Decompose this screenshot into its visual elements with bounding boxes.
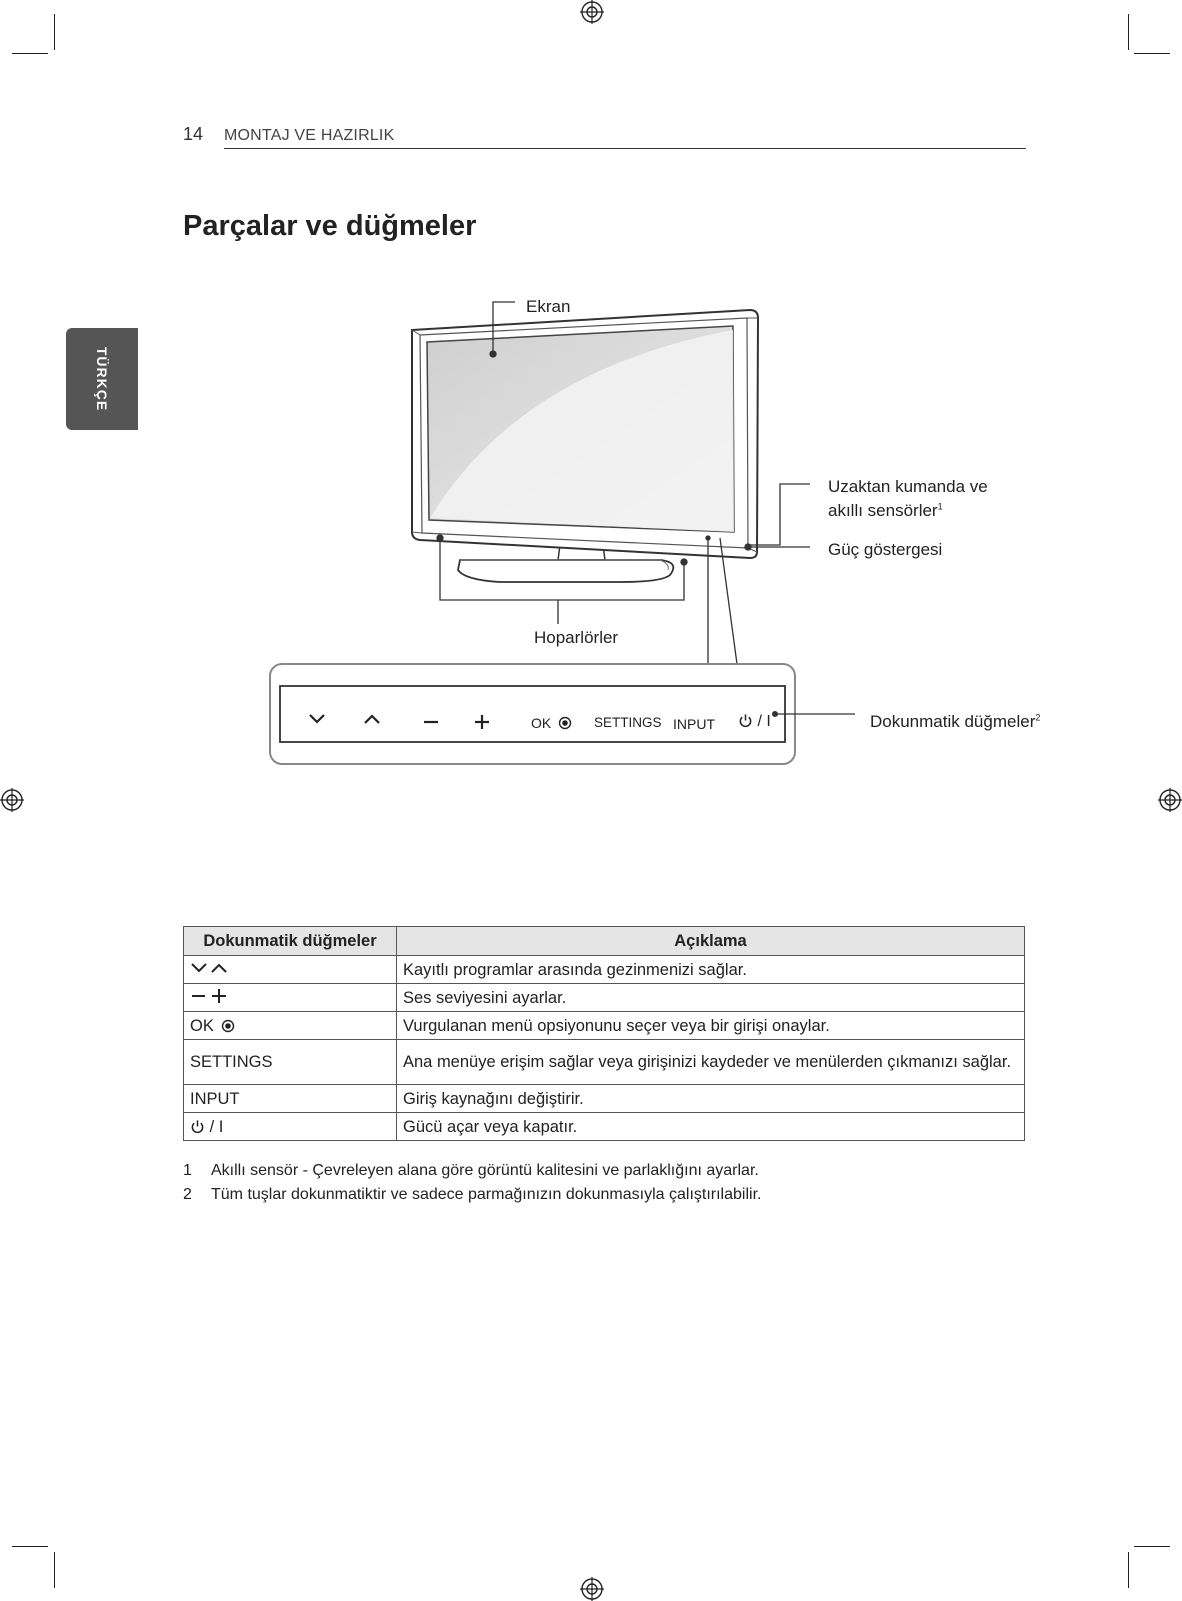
table-cell: SETTINGS [184, 1040, 397, 1085]
table-row [184, 1040, 1025, 1085]
label-remote-sensor-line1: Uzaktan kumanda ve [828, 477, 988, 496]
footnote-ref: 1 [937, 501, 943, 512]
label-remote-sensor-line2 [828, 501, 943, 521]
label-remote-sensor-text: akıllı sensörler [828, 501, 938, 520]
registration-mark-icon [0, 788, 24, 812]
crop-mark [1128, 1552, 1129, 1588]
table-header: Dokunmatik düğmeler [184, 927, 397, 956]
table-cell [184, 984, 397, 1012]
ok-dot-icon [221, 1019, 235, 1033]
crop-mark [12, 53, 48, 54]
channel-up-icon[interactable] [362, 712, 382, 726]
table-row [184, 1012, 1025, 1040]
crop-mark [54, 14, 55, 50]
label-screen: Ekran [526, 297, 571, 316]
button-name: OK [190, 1016, 214, 1035]
crop-mark [1128, 14, 1129, 50]
power-icon [190, 1119, 205, 1134]
table-row [184, 956, 1025, 984]
registration-mark-icon [580, 0, 604, 24]
settings-button[interactable]: SETTINGS [594, 715, 662, 730]
ok-button[interactable] [531, 715, 572, 731]
table-cell [184, 956, 397, 984]
ok-button-label: OK [531, 715, 552, 731]
table-cell [184, 1113, 397, 1141]
tv-screen [427, 326, 734, 532]
footnote [183, 1162, 761, 1180]
footnote [183, 1186, 761, 1204]
table-header: Açıklama [397, 927, 1025, 956]
power-button[interactable] [738, 713, 771, 731]
table-row [184, 984, 1025, 1012]
buttons-table [183, 926, 1025, 1141]
footnote-number: 2 [183, 1186, 192, 1203]
label-speakers: Hoparlörler [534, 628, 619, 647]
volume-minus-plus-icon [190, 988, 230, 1004]
table-cell [184, 1012, 397, 1040]
table-cell: Ana menüye erişim sağlar veya girişinizi kaydeder ve menülerden çıkmanızı sağlar. [397, 1040, 1025, 1085]
table-cell: Kayıtlı programlar arasında gezinmenizi sağlar. [397, 956, 1025, 984]
volume-up-icon[interactable] [472, 712, 492, 732]
footnote-number: 1 [183, 1162, 192, 1179]
registration-mark-icon [580, 1577, 604, 1601]
label-touch-buttons-text: Dokunmatik düğmeler [870, 712, 1036, 731]
table-cell: INPUT [184, 1085, 397, 1113]
section-title: MONTAJ VE HAZIRLIK [224, 127, 395, 144]
channel-down-icon[interactable] [307, 712, 327, 726]
crop-mark [12, 1546, 48, 1547]
table-cell: Gücü açar veya kapatır. [397, 1113, 1025, 1141]
table-header-row [184, 927, 1025, 956]
table-row [184, 1113, 1025, 1141]
crop-mark [1134, 1546, 1170, 1547]
table-cell: Ses seviyesini ayarlar. [397, 984, 1025, 1012]
footnote-text: Akıllı sensör - Çevreleyen alana göre görüntü kalitesini ve parlaklığını ayarlar. [211, 1162, 759, 1179]
page-number: 14 [183, 124, 204, 144]
header-divider [224, 148, 1026, 149]
input-button[interactable]: INPUT [673, 716, 715, 732]
registration-mark-icon [1158, 788, 1182, 812]
language-tab-label: TÜRKÇE [94, 346, 110, 412]
table-cell: Vurgulanan menü opsiyonunu seçer veya bir girişi onaylar. [397, 1012, 1025, 1040]
volume-down-icon[interactable] [421, 712, 441, 726]
label-touch-buttons [870, 712, 1040, 732]
footnotes [183, 1162, 761, 1210]
button-name: / I [209, 1117, 224, 1136]
ok-dot-icon [558, 716, 572, 730]
power-icon [738, 713, 753, 728]
table-cell: Giriş kaynağını değiştirir. [397, 1085, 1025, 1113]
footnote-text: Tüm tuşlar dokunmatiktir ve sadece parmağınızın dokunmasıyla çalıştırılabilir. [211, 1186, 762, 1203]
page-title: Parçalar ve düğmeler [183, 210, 477, 242]
language-tab [66, 328, 138, 430]
footnote-ref: 2 [1035, 712, 1041, 723]
table-row [184, 1085, 1025, 1113]
label-power-indicator: Güç göstergesi [828, 540, 943, 559]
crop-mark [54, 1552, 55, 1588]
crop-mark [1134, 53, 1170, 54]
power-button-label: / I [757, 713, 771, 730]
channel-down-up-icon [190, 961, 230, 975]
